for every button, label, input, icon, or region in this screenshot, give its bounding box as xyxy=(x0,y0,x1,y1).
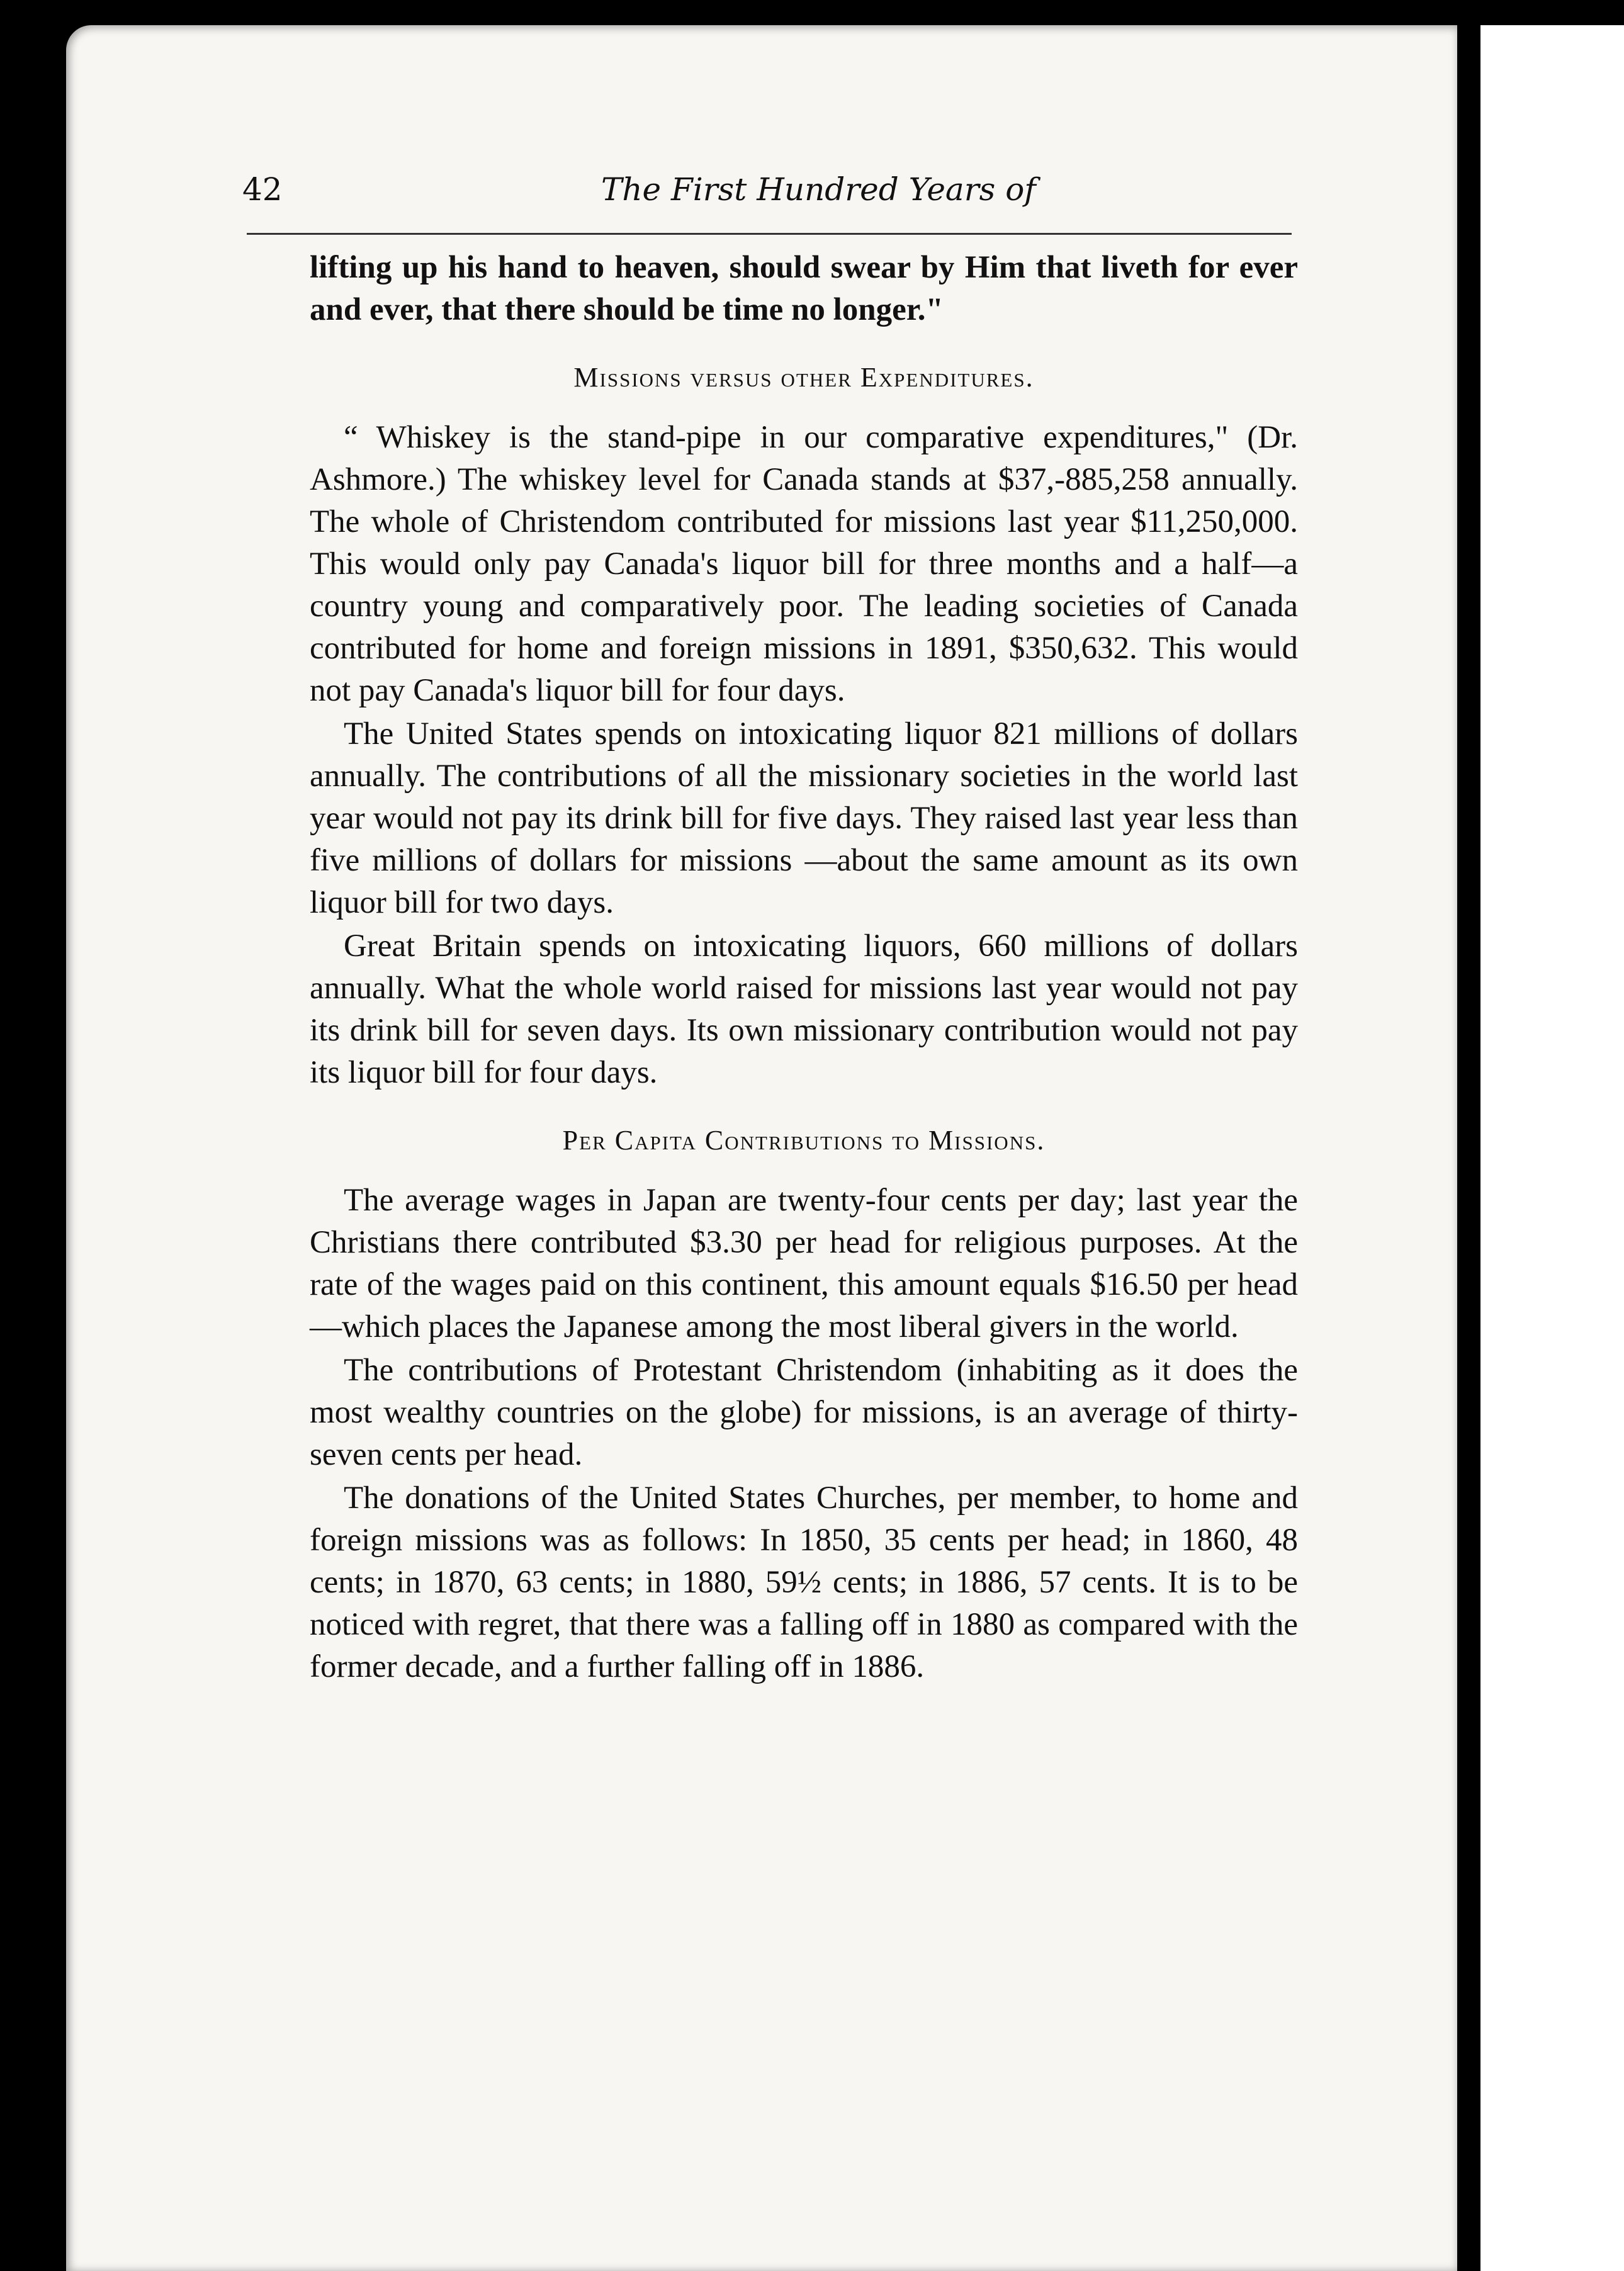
paragraph: The United States spends on intoxicating liquor 821 millions of dollars annually. The contributions of all the missionary societies in the world last year would not pay its drink bill for five days. They raised last year less than five millions of dollars for missions —about the same amount as its own liquor bill for two days. xyxy=(310,716,1298,920)
page-header xyxy=(242,171,1294,222)
continuation-paragraph: lifting up his hand to heaven, should swear by Him that liveth for ever and ever, that there should be time no longer." xyxy=(310,250,1298,327)
paragraph: “ Whiskey is the stand-pipe in our comparative expenditures," (Dr. Ashmore.) The whiskey level for Canada stands at $37,-885,258 annually. The whole of Christendom contributed for missions last year $11,250,000. This would only pay Canada's liquor bill for three months and a half—a country young and comparatively poor. The leading societies of Canada contributed for home and foreign missions in 1891, $350,632. This would not pay Canada's liquor bill for four days. xyxy=(310,420,1298,708)
header-rule xyxy=(247,233,1292,235)
paragraph: The average wages in Japan are twenty-four cents per day; last year the Christians there contributed $3.30 per head for religious purposes. At the rate of the wages paid on this continent, this amount equals $16.50 per head—which places the Japanese among the most liberal givers in the world. xyxy=(310,1183,1298,1344)
page-body xyxy=(310,247,1298,1689)
paragraph: The donations of the United States Churches, per member, to home and foreign missions was as follows: In 1850, 35 cents per head; in 1860, 48 cents; in 1870, 63 cents; in 1880, 59½ cents; in 1886, 57 cents. It is to be noticed with regret, that there was a falling off in 1880 as compared with the former decade, and a further falling off in 1886. xyxy=(310,1480,1298,1684)
section-heading-missions-vs-expenditures: Missions versus other Expenditures. xyxy=(573,362,1034,393)
page-number: 42 xyxy=(242,171,283,208)
running-title: The First Hundred Years of xyxy=(601,171,1036,208)
adjacent-page-edge xyxy=(1480,25,1624,2271)
paragraph: The contributions of Protestant Christendom (inhabiting as it does the most wealthy countries on the globe) for missions, is an average of thirty-seven cents per head. xyxy=(310,1353,1298,1472)
section-heading-per-capita: Per Capita Contributions to Missions. xyxy=(562,1125,1046,1156)
paragraph: Great Britain spends on intoxicating liquors, 660 millions of dollars annually. What the whole world raised for missions last year would not pay its drink bill for seven days. Its own missionary contribution would not pay its liquor bill for four days. xyxy=(310,928,1298,1090)
